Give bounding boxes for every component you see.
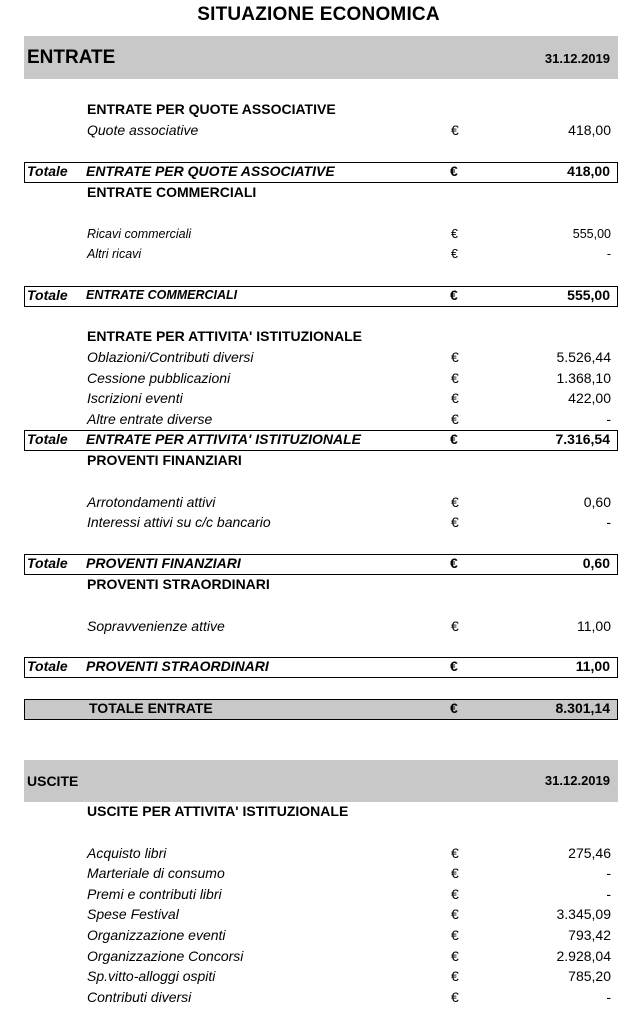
total-row: Totale ENTRATE PER ATTIVITA' ISTITUZIONALE € 7.316,54 [24, 430, 618, 451]
line-item: Altri ricavi € - [87, 247, 611, 261]
line-item: Contributi diversi € - [87, 989, 611, 1005]
section-heading: ENTRATE PER ATTIVITA' ISTITUZIONALE [87, 328, 363, 344]
total-row: Totale ENTRATE COMMERCIALI € 555,00 [24, 286, 618, 307]
entrate-date: 31.12.2019 [544, 51, 610, 66]
line-item: Altre entrate diverse € - [87, 411, 611, 427]
total-row: Totale PROVENTI STRAORDINARI € 11,00 [24, 657, 618, 678]
entrate-header-band [24, 36, 618, 79]
line-item: Oblazioni/Contributi diversi € 5.526,44 [87, 349, 611, 365]
line-item: Marteriale di consumo € - [87, 865, 611, 881]
line-item: Cessione pubblicazioni € 1.368,10 [87, 370, 611, 386]
uscite-label: USCITE [27, 773, 79, 789]
entrate-label: ENTRATE [27, 47, 116, 68]
line-item: Iscrizioni eventi € 422,00 [87, 390, 611, 406]
page-title: SITUAZIONE ECONOMICA [197, 4, 440, 25]
grand-total-row: TOTALE ENTRATE € 8.301,14 [24, 699, 618, 720]
line-item: Organizzazione eventi € 793,42 [87, 927, 611, 943]
line-item: Interessi attivi su c/c bancario € - [87, 514, 611, 530]
total-row: Totale ENTRATE PER QUOTE ASSOCIATIVE € 418,00 [24, 162, 618, 183]
line-item: Organizzazione Concorsi € 2.928,04 [87, 948, 611, 964]
section-heading: ENTRATE COMMERCIALI [87, 184, 257, 200]
line-item: Arrotondamenti attivi € 0,60 [87, 494, 611, 510]
section-heading: USCITE PER ATTIVITA' ISTITUZIONALE [87, 803, 349, 819]
section-heading: PROVENTI STRAORDINARI [87, 576, 270, 592]
line-item: Sopravvenienze attive € 11,00 [87, 618, 611, 634]
line-item: Acquisto libri € 275,46 [87, 845, 611, 861]
uscite-header-band [24, 760, 618, 802]
line-item: Sp.vitto-alloggi ospiti € 785,20 [87, 968, 611, 984]
total-row: Totale PROVENTI FINANZIARI € 0,60 [24, 554, 618, 575]
section-heading: PROVENTI FINANZIARI [87, 452, 242, 468]
line-item: Premi e contributi libri € - [87, 886, 611, 902]
line-item: Spese Festival € 3.345,09 [87, 906, 611, 922]
line-item: Quote associative € 418,00 [87, 122, 611, 138]
line-item: Ricavi commerciali € 555,00 [87, 227, 611, 241]
uscite-date: 31.12.2019 [544, 773, 610, 788]
section-heading: ENTRATE PER QUOTE ASSOCIATIVE [87, 101, 336, 117]
